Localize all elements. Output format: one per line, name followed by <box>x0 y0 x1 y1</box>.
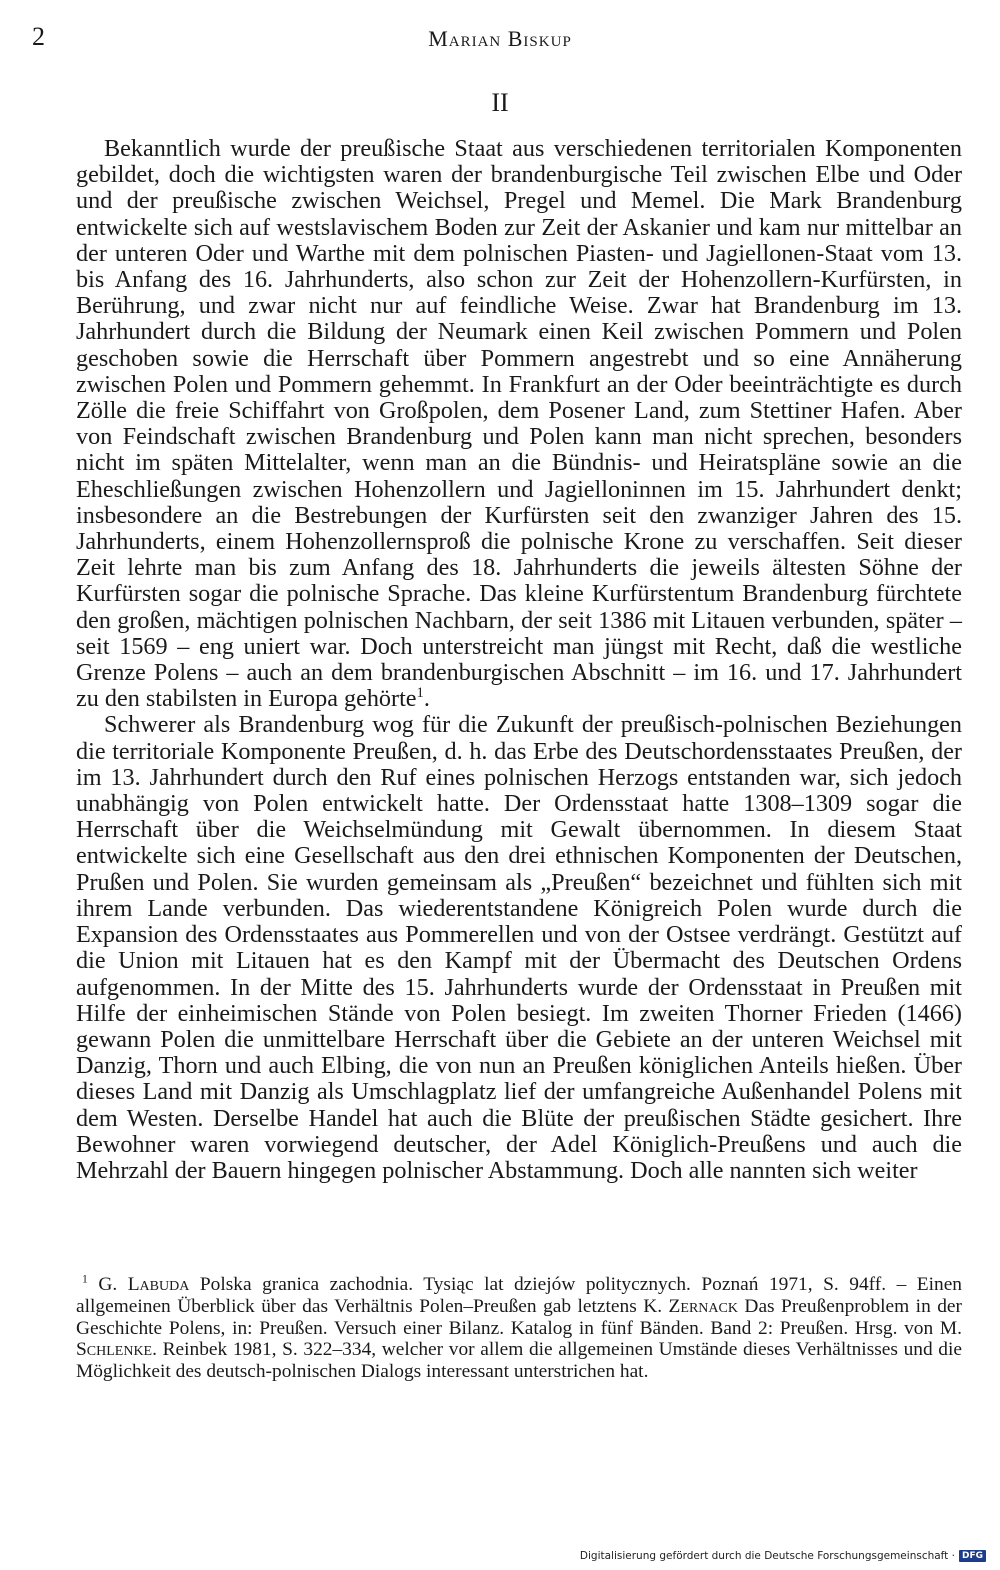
footnote-author-zernack: K. Zernack <box>643 1295 738 1317</box>
footnote-1 <box>76 1274 962 1383</box>
footnote-ref[interactable]: 1 <box>416 685 424 702</box>
body-text <box>76 136 962 1184</box>
credit-text: Digitalisierung gefördert durch die Deutsche Forschungsgemeinschaft · <box>579 1550 955 1562</box>
paragraph-1-text: Bekanntlich wurde der preußische Staat aus verschiedenen territorialen Komponenten gebildet, doch die wichtigsten waren der brandenburgische Teil zwischen Elbe und Oder und der preußische zwischen Weichsel, Pregel und Memel. Die Mark Brandenburg entwickelte sich auf westslavischem Boden zur Zeit der Askanier und kam nur mittelbar an der unteren Oder und Warthe mit dem polnischen Piasten- und Jagiellonen-Staat vom 13. bis Anfang des 16. Jahrhunderts, also schon zur Zeit der Hohenzollern-Kurfürsten, in Berührung, und zwar nicht nur auf feindliche Weise. Zwar hat Brandenburg im 13. Jahrhundert durch die Bildung der Neumark einen Keil zwischen Pommern und Polen geschoben sowie die Herrschaft über Pommern angestrebt und so eine Annäherung zwischen Polen und Pommern gehemmt. In Frankfurt an der Oder beeinträchtigte es durch Zölle die freie Schiffahrt von Großpolen, dem Posener Land, zum Stettiner Hafen. Aber von Feindschaft zwischen Brandenburg und Polen kann man nicht sprechen, besonders nicht im späten Mittelalter, wenn man an die Bündnis- und Heiratspläne sowie an die Eheschließungen zwischen Hohenzollern und Jagielloninnen im 15. Jahrhundert denkt; insbesondere an die Bestrebungen der Kurfürsten seit den zwanziger Jahren des 15. Jahrhunderts, einem Hohenzollernsproß die polnische Krone zu verschaffen. Seit dieser Zeit lehrte man bis zum Anfang des 18. Jahrhunderts die jeweils ältesten Söhne der Kurfürsten sogar die polnische Sprache. Das kleine Kurfürstentum Brandenburg fürchtete den großen, mächtigen polnischen Nachbarn, der seit 1386 mit Litauen verbunden, später – seit 1569 – eng uniert war. Doch unterstreicht man jüngst mit Recht, daß die westliche Grenze Polens – auch an dem brandenburgischen Abschnitt – im 16. und 17. Jahrhundert zu den stabilsten in Europa gehörte <box>76 135 962 713</box>
footnote-text-1: Polska granica zachodnia. Tysiąc lat dziejów politycznych. Poznań 1971, S. 94ff. – Einen allgemeinen Überblick über das Verhältnis Polen–Preußen gab letztens <box>76 1274 963 1317</box>
paragraph-2 <box>76 712 962 1184</box>
footnotes <box>76 1274 962 1383</box>
running-head: Marian Biskup <box>428 26 572 51</box>
footnote-text-3: . Reinbek 1981, S. 322–334, welcher vor allem die allgemeinen Umstände dieses Verhältnisses und die Möglichkeit des deutsch-polnischen Dialogs interessant unterstrichen hat. <box>76 1339 962 1383</box>
section-number: II <box>491 88 509 117</box>
paragraph-2-text: Schwerer als Brandenburg wog für die Zukunft der preußisch-polnischen Beziehungen die territoriale Komponente Preußen, d. h. das Erbe des Deutschordensstaates Preußen, der im 13. Jahrhundert durch den Ruf eines polnischen Herzogs entstanden war, sich jedoch unabhängig von Polen entwickelt hatte. Der Ordensstaat hatte 1308–1309 sogar die Herrschaft über die Weichselmündung mit Gewalt übernommen. In diesem Staat entwickelte sich eine Gesellschaft aus den drei ethnischen Komponenten der Deutschen, Prußen und Polen. Sie wurden gemeinsam als „Preußen“ bezeichnet und fühlten sich mit ihrem Lande verbunden. Das wiederentstandene Königreich Polen wurde durch die Expansion des Ordensstaates aus Pommerellen und von der Ostsee verdrängt. Gestützt auf die Union mit Litauen hat es den Kampf mit der Übermacht des Deutschen Ordens aufgenommen. In der Mitte des 15. Jahrhunderts wurde der Ordensstaat in Preußen mit Hilfe der einheimischen Stände von Polen besiegt. Im zweiten Thorner Frieden (1466) gewann Polen die unmittelbare Herrschaft über die Gebiete an der unteren Weichsel mit Danzig, Thorn und auch Elbing, die von nun an Preußen königlichen Anteils hießen. Über dieses Land mit Danzig als Umschlagplatz lief der umfangreiche Außenhandel Polens mit dem Westen. Derselbe Handel hat auch die Blüte der preußischen Städte gesichert. Ihre Bewohner waren vorwiegend deutscher, der Adel Königlich-Preußens und auch die Mehrzahl der Bauern hingegen polnischer Abstammung. Doch alle nannten sich weiter <box>76 711 962 1184</box>
dfg-logo: DFG <box>959 1550 986 1562</box>
footnote-author-schlenke: M. Schlenke <box>76 1317 962 1361</box>
footnote-number: 1 <box>82 1272 88 1286</box>
footnote-author-labuda: G. Labuda <box>98 1274 190 1295</box>
footnote-text-2: Das Preußenproblem in der Geschichte Polens, in: Preußen. Versuch einer Bilanz. Katalog in fünf Bänden. Band 2: Preußen. Hrsg. von <box>76 1295 962 1339</box>
page-number: 2 <box>32 22 45 51</box>
digitization-credit <box>580 1550 986 1562</box>
paragraph-1: Bekanntlich wurde der preußische Staat aus verschiedenen territorialen Komponenten gebildet, doch die wichtigsten waren der brandenburgische Teil zwischen Elbe und Oder und der preußische zwischen Weichsel, Pregel und Memel. Die Mark Brandenburg entwickelte sich auf westslavischem Boden zur Zeit der Askanier und kam nur mittelbar an der unteren Oder und Warthe mit dem polnischen Piasten- und Jagiellonen-Staat vom 13. bis Anfang des 16. Jahrhunderts, also schon zur Zeit der Hohenzollern-Kurfürsten, in Berührung, und zwar nicht nur auf feindliche Weise. Zwar hat Brandenburg im 13. Jahrhundert durch die Bildung der Neumark einen Keil zwischen Pommern und Polen geschoben sowie die Herrschaft über Pommern angestrebt und so eine Annäherung zwischen Polen und Pommern gehemmt. In Frankfurt an der Oder beeinträchtigte es durch Zölle die freie Schiffahrt von Großpolen, dem Posener Land, zum Stettiner Hafen. Aber von Feindschaft zwischen Brandenburg und Polen kann man nicht sprechen, besonders nicht im späten Mittelalter, wenn man an die Bündnis- und Heiratspläne sowie an die Eheschließungen zwischen Hohenzollern und Jagielloninnen im 15. Jahrhundert denkt; insbesondere an die Bestrebungen der Kurfürsten seit den zwanziger Jahren des 15. Jahrhunderts, einem Hohenzollernsproß die polnische Krone zu verschaffen. Seit dieser Zeit lehrte man bis zum Anfang des 18. Jahrhunderts die jeweils ältesten Söhne der Kurfürsten sogar die polnische Sprache. Das kleine Kurfürstentum Brandenburg fürchtete den großen, mächtigen polnischen Nachbarn, der seit 1386 mit Litauen verbunden, später – seit 1569 – eng uniert war. Doch unterstreicht man jüngst mit Recht, daß die westliche Grenze Polens – auch an dem brandenburgischen Abschnitt – im 16. und 17. Jahrhundert zu den stabilsten in Europa gehörte$^1$. <box>76 135 962 713</box>
